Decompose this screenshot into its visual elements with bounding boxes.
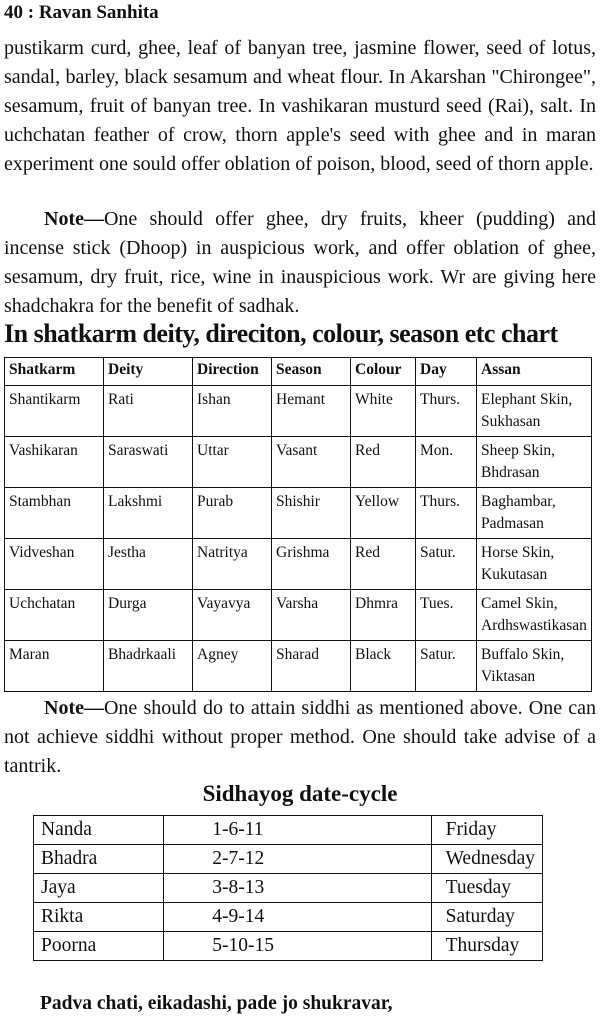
sidhayog-table (33, 815, 543, 961)
table-cell: Saraswati (104, 437, 193, 488)
shatkarm-table (4, 357, 592, 692)
table-cell: Rati (104, 386, 193, 437)
table-cell: Horse Skin, Kukutasan (477, 539, 592, 590)
table-row (34, 816, 543, 845)
table-row (5, 488, 592, 539)
table-row (5, 641, 592, 692)
table-row (34, 903, 543, 932)
table-cell: Shishir (272, 488, 351, 539)
column-header: Colour (351, 358, 416, 386)
table-cell: White (351, 386, 416, 437)
table-cell: Natritya (193, 539, 272, 590)
table-row (5, 539, 592, 590)
table-cell: Stambhan (5, 488, 104, 539)
table-cell: Camel Skin, Ardhswastikasan (477, 590, 592, 641)
table-cell: Varsha (272, 590, 351, 641)
note-text: One should do to attain siddhi as mentioned above. One can not achieve siddhi without proper method. One should take advise of a tantrik. (4, 697, 596, 777)
table-row (34, 874, 543, 903)
table-row (34, 845, 543, 874)
table-cell: Vashikaran (5, 437, 104, 488)
table-row (5, 437, 592, 488)
table-cell: Wednesday (431, 845, 542, 874)
table-cell: Hemant (272, 386, 351, 437)
table-cell: Maran (5, 641, 104, 692)
table-cell: 1-6-11 (164, 816, 431, 845)
note-label: Note— (44, 208, 104, 230)
table-cell: 5-10-15 (164, 932, 431, 961)
table-cell: 4-9-14 (164, 903, 431, 932)
table-cell: Black (351, 641, 416, 692)
table-cell: Durga (104, 590, 193, 641)
table-cell: Thurs. (416, 488, 477, 539)
table-cell: Bhadrkaali (104, 641, 193, 692)
note-label: Note— (44, 697, 104, 719)
table-cell: Nanda (34, 816, 164, 845)
table-cell: Elephant Skin, Sukhasan (477, 386, 592, 437)
table-cell: Vasant (272, 437, 351, 488)
sidhayog-title: Sidhayog date-cycle (202, 781, 398, 806)
column-header: Direction (193, 358, 272, 386)
column-header: Season (272, 358, 351, 386)
table-cell: Satur. (416, 641, 477, 692)
page-header: 40 : Ravan Sanhita (4, 2, 159, 23)
table-cell: Dhmra (351, 590, 416, 641)
table-cell: Vayavya (193, 590, 272, 641)
table-cell: Agney (193, 641, 272, 692)
table-header-row (5, 358, 592, 386)
table-cell: Uttar (193, 437, 272, 488)
chart-title: In shatkarm deity, direciton, colour, season etc chart (4, 319, 558, 348)
table-cell: Baghambar, Padmasan (477, 488, 592, 539)
note-text: One should offer ghee, dry fruits, kheer (pudding) and incense stick (Dhoop) in auspicious work, and offer oblation of ghee, sesamum, dry fruit, rice, wine in inauspicious work. Wr are giving here shadchakra for the benefit of sadhak. (4, 208, 596, 317)
table-cell: Red (351, 437, 416, 488)
table-row (5, 386, 592, 437)
table-row (34, 932, 543, 961)
paragraph-offerings: pustikarm curd, ghee, leaf of banyan tree, jasmine flower, seed of lotus, sandal, barley, black sesamum and wheat flour. In Akarshan "Chirongee", sesamum, fruit of banyan tree. In vashikaran musturd seed (Rai), salt. In uchchatan feather of crow, thorn apple's seed with ghee and in maran experiment one sould offer oblation of poison, blood, seed of thorn apple. (4, 37, 596, 175)
table-cell: Sharad (272, 641, 351, 692)
table-cell: Tues. (416, 590, 477, 641)
table-cell: Thursday (431, 932, 542, 961)
note-paragraph-2 (4, 694, 596, 781)
table-cell: Rikta (34, 903, 164, 932)
table-cell: Jaya (34, 874, 164, 903)
table-cell: Thurs. (416, 386, 477, 437)
table-cell: Ishan (193, 386, 272, 437)
table-cell: Friday (431, 816, 542, 845)
column-header: Day (416, 358, 477, 386)
table-cell: Shantikarm (5, 386, 104, 437)
table-cell: Bhadra (34, 845, 164, 874)
note-paragraph-1 (4, 205, 596, 321)
column-header: Shatkarm (5, 358, 104, 386)
table-cell: Poorna (34, 932, 164, 961)
table-cell: Lakshmi (104, 488, 193, 539)
table-cell: Uchchatan (5, 590, 104, 641)
table-cell: Sheep Skin, Bhdrasan (477, 437, 592, 488)
table-row (5, 590, 592, 641)
table-cell: Satur. (416, 539, 477, 590)
table-cell: Grishma (272, 539, 351, 590)
table-cell: Yellow (351, 488, 416, 539)
table-cell: Buffalo Skin, Viktasan (477, 641, 592, 692)
table-cell: Vidveshan (5, 539, 104, 590)
table-cell: Tuesday (431, 874, 542, 903)
table-cell: Red (351, 539, 416, 590)
table-cell: Jestha (104, 539, 193, 590)
table-cell: Saturday (431, 903, 542, 932)
column-header: Deity (104, 358, 193, 386)
table-cell: Mon. (416, 437, 477, 488)
table-cell: 2-7-12 (164, 845, 431, 874)
footer-line: Padva chati, eikadashi, pade jo shukravar, (40, 993, 393, 1014)
column-header: Assan (477, 358, 592, 386)
table-cell: 3-8-13 (164, 874, 431, 903)
table-cell: Purab (193, 488, 272, 539)
